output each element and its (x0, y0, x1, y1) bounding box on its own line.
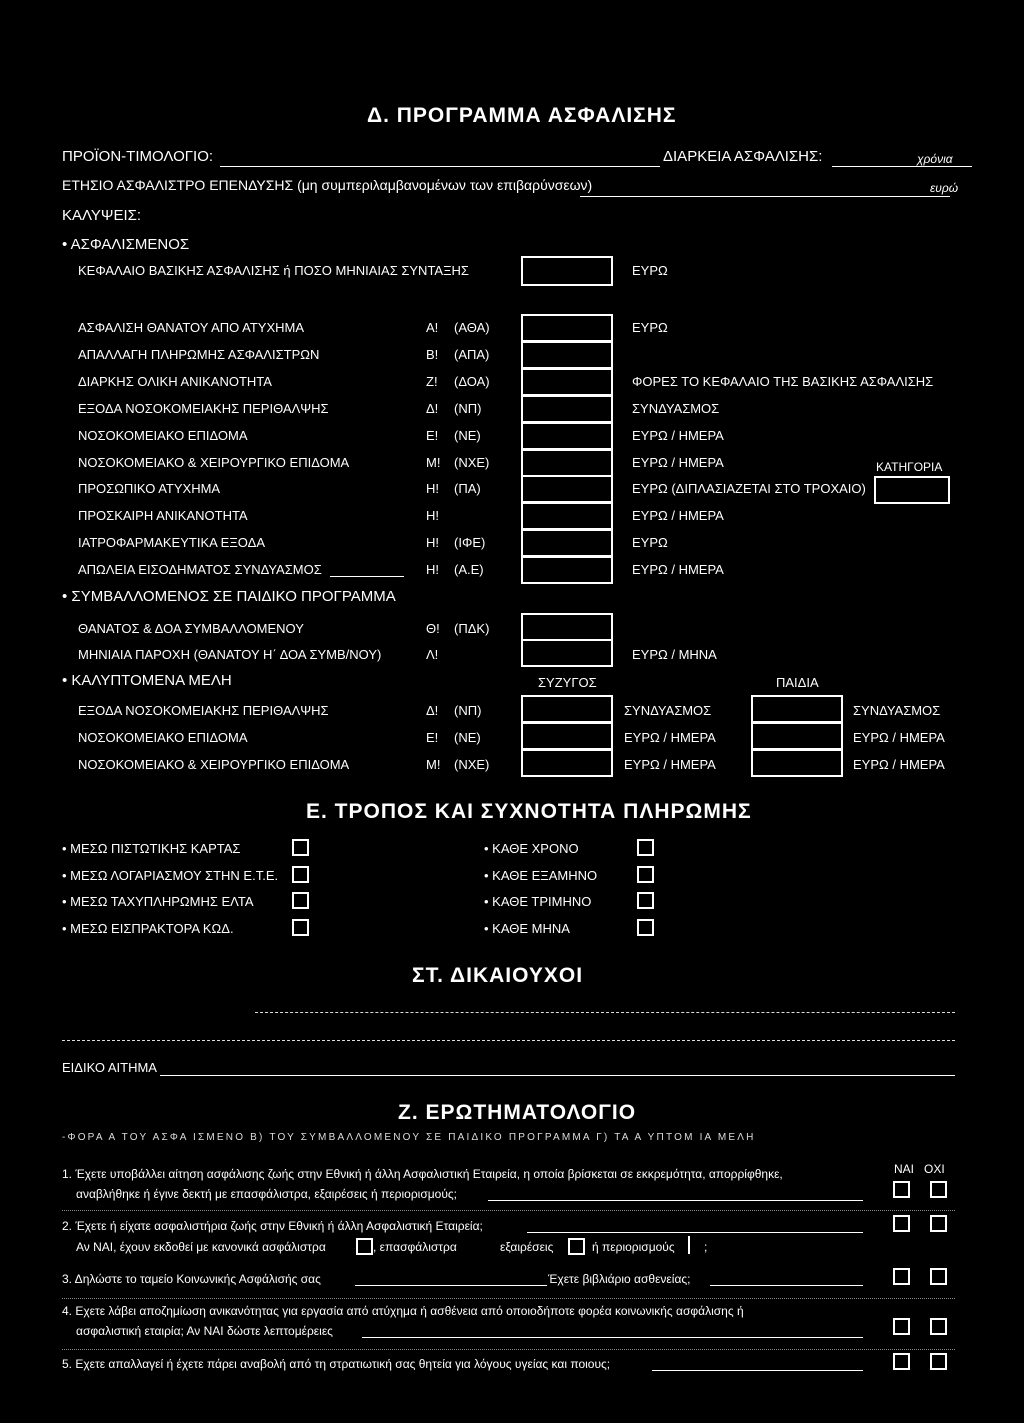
questionnaire-subtitle: -ΦΟΡΑ Α ΤΟΥ ΑΣΦΑ ΙΣΜΕΝΟ Β) ΤΟΥ ΣΥΜΒΑΛΛΟΜΕΝΟΥ ΣΕ ΠΑΙΔΙΚΟ ΠΡΟΓΡΑΜΜΑ Γ) ΤΑ Α ΥΠΤΟΜ ΙΑ ΜΕΛΗ (62, 1132, 756, 1143)
children-label: ΠΑΙΔΙΑ (776, 675, 819, 690)
child-cover-code: Λ! (426, 647, 439, 662)
section-d-title: Δ. ΠΡΟΓΡΑΜΜΑ ΑΣΦΑΛΙΣΗΣ (367, 104, 677, 127)
q3-fund-label: 3. Δηλώστε το ταμείο Κοινωνικής Ασφάλισής σας (62, 1272, 321, 1286)
cover-abbr: (ΙΦΕ) (454, 535, 486, 550)
cover-unit: ΕΥΡΩ (632, 320, 668, 335)
q2-restrictions-label: ή περιορισμούς (592, 1240, 675, 1254)
cover-code: Ζ! (426, 374, 438, 389)
q1-yes-checkbox[interactable] (893, 1181, 910, 1198)
spouse-unit: ΕΥΡΩ / ΗΜΕΡΑ (624, 730, 716, 745)
cover-unit: ΕΥΡΩ / ΗΜΕΡΑ (632, 562, 724, 577)
divider (62, 1349, 955, 1350)
cover-label: ΙΑΤΡΟΦΑΡΜΑΚΕΥΤΙΚΑ ΕΞΟΔΑ (78, 535, 265, 550)
spouse-label: ΣΥΖΥΓΟΣ (538, 675, 597, 690)
cover-unit: ΕΥΡΩ (632, 535, 668, 550)
cover-unit: ΦΟΡΕΣ ΤΟ ΚΕΦΑΛΑΙΟ ΤΗΣ ΒΑΣΙΚΗΣ ΑΣΦΑΛΙΣΗΣ (632, 374, 934, 389)
cover-code: Μ! (426, 455, 441, 470)
child-cover-amount-input[interactable] (521, 639, 613, 667)
child-cover-amount-input[interactable] (521, 613, 613, 641)
q1-details-field[interactable] (488, 1200, 863, 1201)
dependent-cover-label: ΕΞΟΔΑ ΝΟΣΟΚΟΜΕΙΑΚΗΣ ΠΕΡΙΘΑΛΨΗΣ (78, 703, 329, 718)
dependent-cover-abbr: (ΝΠ) (454, 703, 482, 718)
cover-amount-input[interactable] (521, 314, 613, 342)
cover-amount-input[interactable] (521, 556, 613, 584)
child-cover-code: Θ! (426, 621, 440, 636)
payment-frequency-label: • ΚΑΘΕ ΤΡΙΜΗΝΟ (484, 894, 591, 909)
payment-method-label: • ΜΕΣΩ ΤΑΧΥΠΛΗΡΩΜΗΣ ΕΛΤΑ (62, 894, 254, 909)
duration-unit: χρόνια (917, 152, 953, 166)
q5-yes-checkbox[interactable] (893, 1353, 910, 1370)
q2-details-field[interactable] (527, 1232, 863, 1233)
cover-code: Ε! (426, 428, 439, 443)
q2-normal-premium-checkbox[interactable] (356, 1238, 373, 1255)
q3-yes-checkbox[interactable] (893, 1268, 910, 1285)
cover-abbr: (ΝΧΕ) (454, 455, 490, 470)
payment-method-checkbox[interactable] (292, 892, 309, 909)
spouse-amount-input[interactable] (521, 695, 613, 723)
dependents-heading: • ΚΑΛΥΠΤΟΜΕΝΑ ΜΕΛΗ (62, 672, 232, 689)
q1-no-checkbox[interactable] (930, 1181, 947, 1198)
special-request-label: ΕΙΔΙΚΟ ΑΙΤΗΜΑ (62, 1060, 157, 1075)
q4-details-field[interactable] (362, 1337, 863, 1338)
payment-frequency-checkbox[interactable] (637, 839, 654, 856)
q5-text: 5. Εχετε απαλλαγεί ή έχετε πάρει αναβολή από τη στρατιωτική σας θητεία για λόγους υγείας και ποιους; (62, 1357, 611, 1371)
payment-method-label: • ΜΕΣΩ ΛΟΓΑΡΙΑΣΜΟΥ ΣΤΗΝ Ε.Τ.Ε. (62, 868, 278, 883)
cover-unit: ΕΥΡΩ / ΗΜΕΡΑ (632, 455, 724, 470)
cover-abbr: (ΝΠ) (454, 401, 482, 416)
cover-label: ΑΣΦΑΛΙΣΗ ΘΑΝΑΤΟΥ ΑΠΟ ΑΤΥΧΗΜΑ (78, 320, 305, 335)
cover-abbr: (ΑΠΑ) (454, 347, 490, 362)
category-label: ΚΑΤΗΓΟΡΙΑ (876, 460, 943, 474)
payment-method-checkbox[interactable] (292, 839, 309, 856)
dependent-cover-label: ΝΟΣΟΚΟΜΕΙΑΚΟ ΕΠΙΔΟΜΑ (78, 730, 248, 745)
category-input[interactable] (874, 476, 950, 504)
insured-heading: • ΑΣΦΑΛΙΣΜΕΝΟΣ (62, 236, 189, 253)
cover-unit: ΕΥΡΩ / ΗΜΕΡΑ (632, 428, 724, 443)
q2-text-line1: 2. Έχετε ή είχατε ασφαλιστήρια ζωής στην Εθνική ή άλλη Ασφαλιστική Εταιρεία; (62, 1219, 483, 1233)
q2-end: ; (704, 1240, 708, 1254)
child-cover-unit: ΕΥΡΩ / ΜΗΝΑ (632, 647, 717, 662)
payment-method-label: • ΜΕΣΩ ΕΙΣΠΡΑΚΤΟΡΑ ΚΩΔ. (62, 921, 234, 936)
cover-abbr: (ΑΘΑ) (454, 320, 490, 335)
q1-text-line1: 1. Έχετε υποβάλλει αίτηση ασφάλισης ζωής στην Εθνική ή άλλη Ασφαλιστική Εταιρεία, η οποία βρίσκεται σε εκκρεμότητα, απορρίφθηκε, (62, 1167, 783, 1181)
basic-capital-input[interactable] (521, 256, 613, 286)
spouse-unit: ΣΥΝΔΥΑΣΜΟΣ (624, 703, 712, 718)
cover-code: Δ! (426, 401, 439, 416)
payment-frequency-label: • ΚΑΘΕ ΧΡΟΝΟ (484, 841, 579, 856)
premium-unit: ευρώ (930, 181, 959, 195)
q2-yes-checkbox[interactable] (893, 1215, 910, 1232)
child-cover-label: ΜΗΝΙΑΙΑ ΠΑΡΟΧΗ (ΘΑΝΑΤΟΥ Η΄ ΔΟΑ ΣΥΜΒ/ΝΟΥ) (78, 647, 382, 662)
q2-restrictions-marker[interactable] (688, 1236, 690, 1254)
basic-capital-label: ΚΕΦΑΛΑΙΟ ΒΑΣΙΚΗΣ ΑΣΦΑΛΙΣΗΣ ή ΠΟΣΟ ΜΗΝΙΑΙΑΣ ΣΥΝΤΑΞΗΣ (78, 263, 469, 278)
section-z-title: Ζ. ΕΡΩΤΗΜΑΤΟΛΟΓΙΟ (398, 1101, 637, 1124)
dependent-cover-code: Ε! (426, 730, 439, 745)
cover-label: ΑΠΩΛΕΙΑ ΕΙΣΟΔΗΜΑΤΟΣ ΣΥΝΔΥΑΣΜΟΣ (78, 562, 322, 577)
cover-code: Η! (426, 481, 439, 496)
q4-text-line2: ασφαλιστική εταιρία; Αν ΝΑΙ δώστε λεπτομέρειες (76, 1324, 333, 1338)
income-loss-combination-field[interactable] (330, 576, 404, 577)
q4-text-line1: 4. Εχετε λάβει αποζημίωση ανικανότητας για εργασία από ατύχημα ή ασθένεια από οποιοδήποτε φορέα κοινωνικής ασφάλισης ή (62, 1304, 744, 1318)
dependent-cover-abbr: (ΝΧΕ) (454, 757, 490, 772)
cover-amount-input[interactable] (521, 529, 613, 557)
beneficiaries-line-2[interactable] (62, 1040, 955, 1041)
payment-frequency-checkbox[interactable] (637, 892, 654, 909)
cover-amount-input[interactable] (521, 368, 613, 396)
cover-unit: ΕΥΡΩ / ΗΜΕΡΑ (632, 508, 724, 523)
children-unit: ΣΥΝΔΥΑΣΜΟΣ (853, 703, 941, 718)
special-request-field[interactable] (160, 1075, 955, 1076)
children-amount-input[interactable] (751, 695, 843, 723)
spouse-unit: ΕΥΡΩ / ΗΜΕΡΑ (624, 757, 716, 772)
cover-unit: ΣΥΝΔΥΑΣΜΟΣ (632, 401, 720, 416)
dependent-cover-code: Δ! (426, 703, 439, 718)
basic-capital-unit: ΕΥΡΩ (632, 263, 668, 278)
q2-extra-premium-label: , επασφάλιστρα (373, 1240, 457, 1254)
payment-method-checkbox[interactable] (292, 866, 309, 883)
no-header: ΟΧΙ (924, 1162, 945, 1176)
child-program-heading: • ΣΥΜΒΑΛΛΟΜΕΝΟΣ ΣΕ ΠΑΙΔΙΚΟ ΠΡΟΓΡΑΜΜΑ (62, 588, 396, 605)
q3-no-checkbox[interactable] (930, 1268, 947, 1285)
cover-abbr: (Α.Ε) (454, 562, 484, 577)
dependent-cover-abbr: (ΝΕ) (454, 730, 481, 745)
cover-code: Η! (426, 535, 439, 550)
cover-code: Η! (426, 562, 439, 577)
product-label: ΠΡΟΪΟΝ-ΤΙΜΟΛΟΓΙΟ: (62, 148, 214, 165)
q4-yes-checkbox[interactable] (893, 1318, 910, 1335)
cover-label: ΝΟΣΟΚΟΜΕΙΑΚΟ ΕΠΙΔΟΜΑ (78, 428, 248, 443)
cover-label: ΝΟΣΟΚΟΜΕΙΑΚΟ & ΧΕΙΡΟΥΡΓΙΚΟ ΕΠΙΔΟΜΑ (78, 455, 350, 470)
child-cover-abbr: (ΠΔΚ) (454, 621, 490, 636)
yes-header: ΝΑΙ (894, 1162, 915, 1176)
cover-label: ΔΙΑΡΚΗΣ ΟΛΙΚΗ ΑΝΙΚΑΝΟΤΗΤΑ (78, 374, 272, 389)
children-unit: ΕΥΡΩ / ΗΜΕΡΑ (853, 757, 945, 772)
cover-label: ΑΠΑΛΛΑΓΗ ΠΛΗΡΩΜΗΣ ΑΣΦΑΛΙΣΤΡΩΝ (78, 347, 320, 362)
cover-unit: ΕΥΡΩ (ΔΙΠΛΑΣΙΑΖΕΤΑΙ ΣΤΟ ΤΡΟΧΑΙΟ) (632, 481, 866, 496)
q2-normal-premium-label: Αν ΝΑΙ, έχουν εκδοθεί με κανονικά ασφάλιστρα (76, 1240, 326, 1254)
children-amount-input[interactable] (751, 722, 843, 750)
cover-amount-input[interactable] (521, 502, 613, 530)
child-cover-label: ΘΑΝΑΤΟΣ & ΔΟΑ ΣΥΜΒΑΛΛΟΜΕΝΟΥ (78, 621, 304, 636)
payment-frequency-checkbox[interactable] (637, 866, 654, 883)
premium-label: ΕΤΗΣΙΟ ΑΣΦΑΛΙΣΤΡΟ ΕΠΕΝΔΥΣΗΣ (μη συμπεριλαμβανομένων των επιβαρύνσεων) (62, 177, 593, 193)
q3-health-book-label: Έχετε βιβλιάριο ασθενείας; (548, 1272, 691, 1286)
children-unit: ΕΥΡΩ / ΗΜΕΡΑ (853, 730, 945, 745)
cover-amount-input[interactable] (521, 341, 613, 369)
spouse-amount-input[interactable] (521, 749, 613, 777)
premium-field[interactable] (580, 196, 950, 197)
q4-no-checkbox[interactable] (930, 1318, 947, 1335)
q2-no-checkbox[interactable] (930, 1215, 947, 1232)
cover-label: ΠΡΟΣΚΑΙΡΗ ΑΝΙΚΑΝΟΤΗΤΑ (78, 508, 248, 523)
cover-label: ΕΞΟΔΑ ΝΟΣΟΚΟΜΕΙΑΚΗΣ ΠΕΡΙΘΑΛΨΗΣ (78, 401, 329, 416)
divider (62, 1210, 955, 1211)
payment-frequency-label: • ΚΑΘΕ ΕΞΑΜΗΝΟ (484, 868, 597, 883)
cover-amount-input[interactable] (521, 475, 613, 503)
payment-method-label: • ΜΕΣΩ ΠΙΣΤΩΤΙΚΗΣ ΚΑΡΤΑΣ (62, 841, 240, 856)
dependent-cover-code: Μ! (426, 757, 441, 772)
q5-no-checkbox[interactable] (930, 1353, 947, 1370)
cover-amount-input[interactable] (521, 422, 613, 450)
q3-health-book-field[interactable] (710, 1285, 863, 1286)
covers-label: ΚΑΛΥΨΕΙΣ: (62, 207, 142, 224)
cover-amount-input[interactable] (521, 449, 613, 477)
cover-amount-input[interactable] (521, 395, 613, 423)
q2-exclusions-label: εξαιρέσεις (500, 1240, 554, 1254)
duration-field[interactable] (832, 166, 972, 167)
q3-fund-field[interactable] (355, 1285, 547, 1286)
q1-text-line2: αναβλήθηκε ή έγινε δεκτή με επασφάλιστρα, εξαιρέσεις ή περιορισμούς; (76, 1187, 458, 1201)
divider (62, 1298, 955, 1299)
children-amount-input[interactable] (751, 749, 843, 777)
cover-code: Η! (426, 508, 439, 523)
section-st-title: ΣΤ. ΔΙΚΑΙΟΥΧΟΙ (412, 964, 584, 987)
payment-method-checkbox[interactable] (292, 919, 309, 936)
spouse-amount-input[interactable] (521, 722, 613, 750)
cover-abbr: (ΝΕ) (454, 428, 481, 443)
q2-exclusions-checkbox[interactable] (568, 1238, 585, 1255)
section-e-title: Ε. ΤΡΟΠΟΣ ΚΑΙ ΣΥΧΝΟΤΗΤΑ ΠΛΗΡΩΜΗΣ (306, 800, 752, 823)
cover-abbr: (ΠΑ) (454, 481, 481, 496)
duration-label: ΔΙΑΡΚΕΙΑ ΑΣΦΑΛΙΣΗΣ: (663, 148, 823, 165)
q5-details-field[interactable] (652, 1370, 863, 1371)
payment-frequency-checkbox[interactable] (637, 919, 654, 936)
product-field[interactable] (220, 166, 660, 167)
cover-code: Β! (426, 347, 439, 362)
cover-label: ΠΡΟΣΩΠΙΚΟ ΑΤΥΧΗΜΑ (78, 481, 221, 496)
payment-frequency-label: • ΚΑΘΕ ΜΗΝΑ (484, 921, 570, 936)
cover-abbr: (ΔΟΑ) (454, 374, 490, 389)
cover-code: Α! (426, 320, 439, 335)
dependent-cover-label: ΝΟΣΟΚΟΜΕΙΑΚΟ & ΧΕΙΡΟΥΡΓΙΚΟ ΕΠΙΔΟΜΑ (78, 757, 350, 772)
beneficiaries-line-1[interactable] (255, 1012, 955, 1013)
